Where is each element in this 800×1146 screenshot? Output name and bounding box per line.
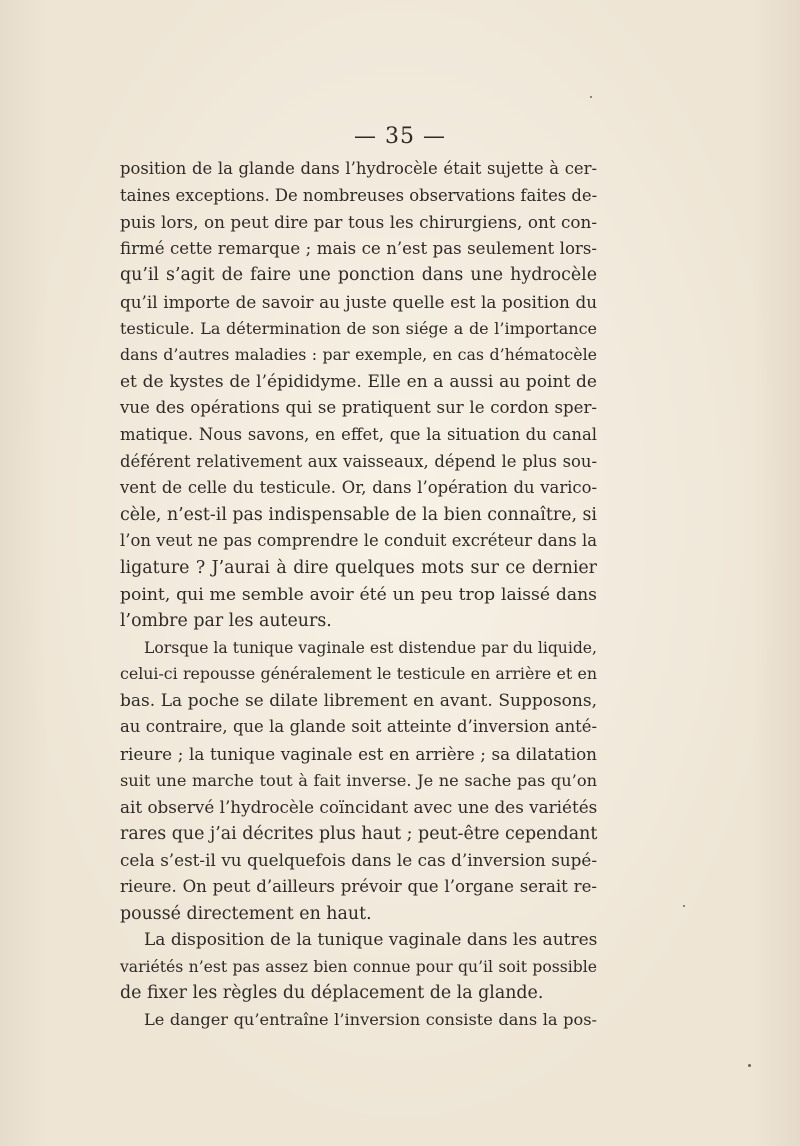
text-line: qu’il s’agit de faire une ponction dans une hydrocèle [120,265,597,286]
paper-speck [683,905,685,907]
text-line: matique. Nous savons, en effet, que la situation du canal [120,424,597,444]
text-line: point, qui me semble avoir été un peu trop laissé dans [120,584,597,605]
text-line: cèle, n’est-il pas indispensable de la bien connaître, si [120,504,597,525]
text-line: ligature ? J’aurai à dire quelques mots sur ce dernier [120,557,597,578]
text-line: celui-ci repousse généralement le testicule en arrière et en [120,664,597,684]
paper-speck [590,96,592,98]
text-line: l’on veut ne pas comprendre le conduit excréteur dans la [120,531,597,551]
text-line: La disposition de la tunique vaginale dans les autres [144,930,598,951]
text-line: vue des opérations qui se pratiquent sur le cordon sper- [120,398,597,418]
text-line: vent de celle du testicule. Or, dans l’opération du varico- [120,478,597,498]
text-line: de fixer les règles du déplacement de la glande. [120,983,544,1004]
text-line: déférent relativement aux vaisseaux, dépend le plus sou- [120,451,597,471]
text-line: puis lors, on peut dire par tous les chirurgiens, ont con- [120,212,597,233]
text-line: et de kystes de l’épididyme. Elle en a aussi au point de [120,371,597,392]
text-line: firmé cette remarque ; mais ce n’est pas seulement lors- [120,238,597,258]
text-line: rieure. On peut d’ailleurs prévoir que l’organe serait re- [120,877,597,897]
text-line: rieure ; la tunique vaginale est en arrière ; sa dilatation [120,744,597,765]
text-line: position de la glande dans l’hydrocèle était sujette à cer- [120,159,597,178]
text-line: cela s’est-il vu quelquefois dans le cas d’inversion supé- [120,850,597,871]
text-line: qu’il importe de savoir au juste quelle est la position du [120,291,597,312]
paper-speck [748,1064,751,1067]
text-line: ait observé l’hydrocèle coïncidant avec une des variétés [120,797,598,818]
text-line: l’ombre par les auteurs. [120,611,332,632]
text-line: taines exceptions. De nombreuses observations faites de- [120,185,598,205]
text-line: poussé directement en haut. [120,903,372,924]
text-line: suit une marche tout à fait inverse. Je ne sache pas qu’on [120,770,597,790]
page-number: — 35 — [354,124,446,149]
text-line: dans d’autres maladies : par exemple, en cas d’hématocèle [120,345,597,365]
text-line: Lorsque la tunique vaginale est distendue par du liquide, [144,638,597,657]
text-line: au contraire, que la glande soit atteinte d’inversion anté- [120,717,597,737]
text-line: variétés n’est pas assez bien connue pour qu’il soit possible [120,957,597,976]
text-line: testicule. La détermination de son siége a de l’importance [120,318,597,338]
body-text [120,156,597,1034]
text-line: rares que j’ai décrites plus haut ; peut-être cependant [120,823,598,844]
text-line: bas. La poche se dilate librement en avant. Supposons, [120,690,597,711]
text-line: Le danger qu’entraîne l’inversion consiste dans la pos- [144,1010,597,1029]
